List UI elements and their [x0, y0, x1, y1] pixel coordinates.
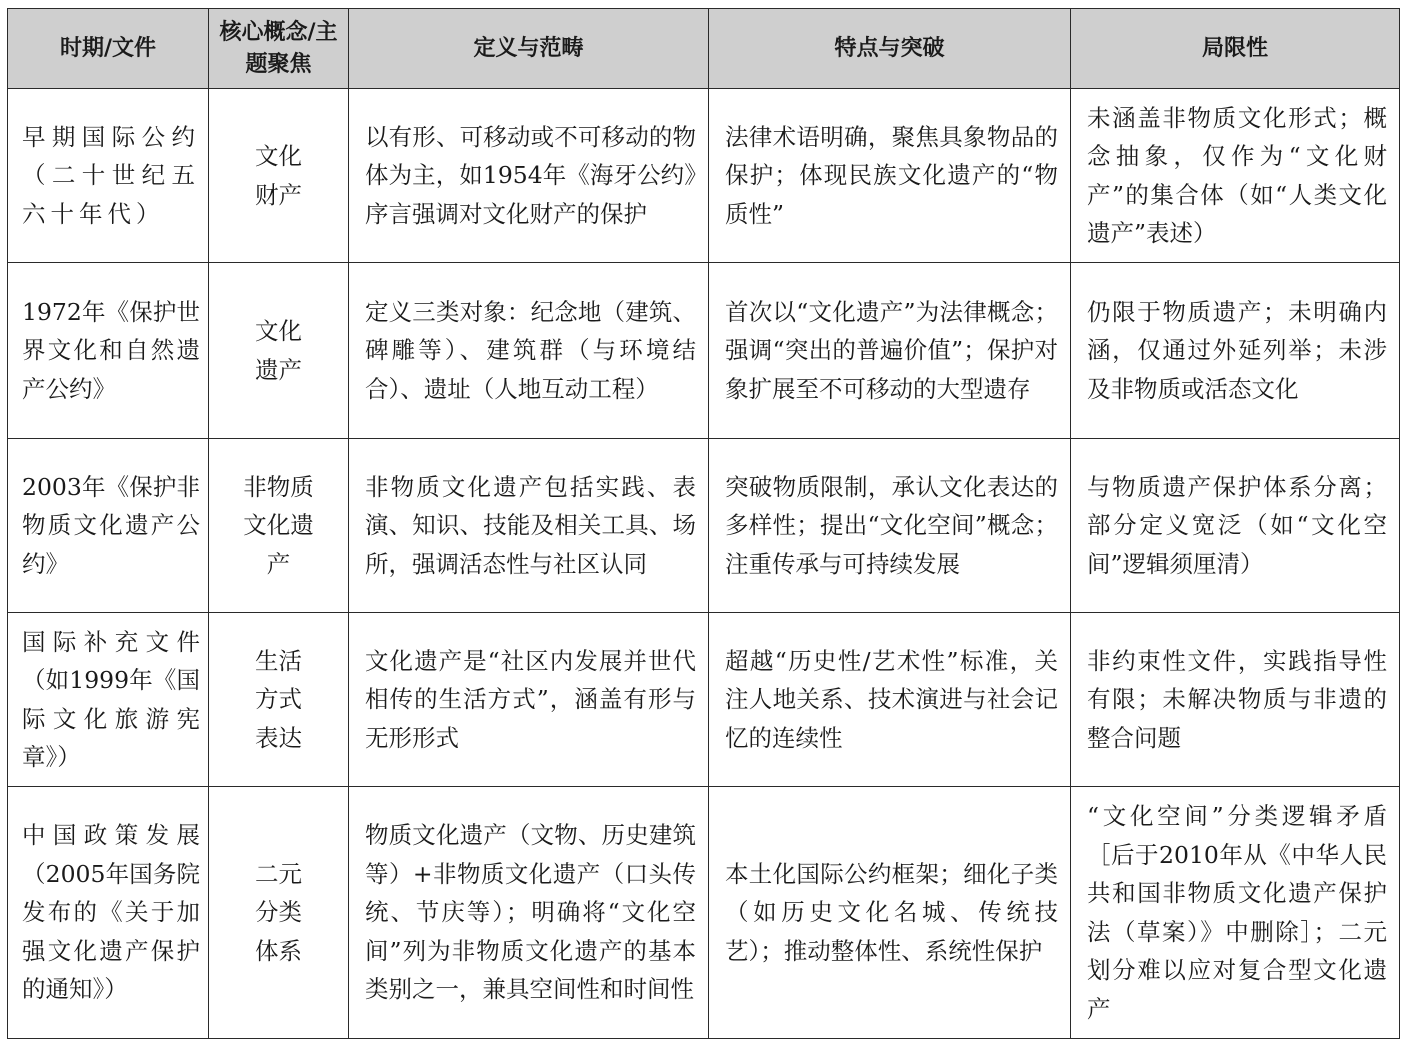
header-feature: 特点与突破 [709, 9, 1071, 89]
cell-definition: 非物质文化遗产包括实践、表演、知识、技能及相关工具、场所，强调活态性与社区认同 [349, 439, 709, 613]
heritage-concept-table [7, 8, 1400, 1039]
cell-feature: 超越“历史性/艺术性”标准，关注人地关系、技术演进与社会记忆的连续性 [709, 613, 1071, 787]
table-header-row [8, 9, 1400, 89]
cell-feature: 本土化国际公约框架；细化子类（如历史文化名城、传统技艺）；推动整体性、系统性保护 [709, 787, 1071, 1039]
cell-limitation: “文化空间”分类逻辑矛盾［后于2010年从《中华人民共和国非物质文化遗产保护法（草案）》中删除］；二元划分难以应对复合型文化遗产 [1071, 787, 1400, 1039]
cell-period: 国际补充文件（如1999年《国际文化旅游宪章》） [8, 613, 209, 787]
cell-period: 早期国际公约（二十世纪五六十年代） [8, 89, 209, 263]
cell-feature: 法律术语明确，聚焦具象物品的保护；体现民族文化遗产的“物质性” [709, 89, 1071, 263]
table-row [8, 439, 1400, 613]
table-row [8, 613, 1400, 787]
cell-period: 中国政策发展（2005年国务院发布的《关于加强文化遗产保护的通知》） [8, 787, 209, 1039]
header-period: 时期/文件 [8, 9, 209, 89]
comparison-table-container [7, 8, 1399, 1038]
table-row [8, 263, 1400, 439]
header-definition: 定义与范畴 [349, 9, 709, 89]
cell-concept: 生活方式表达 [209, 613, 349, 787]
table-row [8, 787, 1400, 1039]
cell-period: 1972年《保护世界文化和自然遗产公约》 [8, 263, 209, 439]
cell-concept: 二元分类体系 [209, 787, 349, 1039]
cell-definition: 定义三类对象：纪念地（建筑、碑雕等）、建筑群（与环境结合）、遗址（人地互动工程） [349, 263, 709, 439]
cell-concept: 非物质文化遗产 [209, 439, 349, 613]
cell-definition: 文化遗产是“社区内发展并世代相传的生活方式”，涵盖有形与无形形式 [349, 613, 709, 787]
cell-limitation: 与物质遗产保护体系分离；部分定义宽泛（如“文化空间”逻辑须厘清） [1071, 439, 1400, 613]
cell-definition: 以有形、可移动或不可移动的物体为主，如1954年《海牙公约》序言强调对文化财产的保护 [349, 89, 709, 263]
cell-feature: 首次以“文化遗产”为法律概念；强调“突出的普遍价值”；保护对象扩展至不可移动的大型遗存 [709, 263, 1071, 439]
cell-concept: 文化财产 [209, 89, 349, 263]
header-concept: 核心概念/主题聚焦 [209, 9, 349, 89]
header-limitation: 局限性 [1071, 9, 1400, 89]
cell-limitation: 未涵盖非物质文化形式；概念抽象，仅作为“文化财产”的集合体（如“人类文化遗产”表述） [1071, 89, 1400, 263]
cell-feature: 突破物质限制，承认文化表达的多样性；提出“文化空间”概念；注重传承与可持续发展 [709, 439, 1071, 613]
cell-limitation: 仍限于物质遗产；未明确内涵，仅通过外延列举；未涉及非物质或活态文化 [1071, 263, 1400, 439]
cell-limitation: 非约束性文件，实践指导性有限；未解决物质与非遗的整合问题 [1071, 613, 1400, 787]
table-row [8, 89, 1400, 263]
cell-concept: 文化遗产 [209, 263, 349, 439]
cell-definition: 物质文化遗产（文物、历史建筑等）+非物质文化遗产（口头传统、节庆等）；明确将“文化空间”列为非物质文化遗产的基本类别之一，兼具空间性和时间性 [349, 787, 709, 1039]
cell-period: 2003年《保护非物质文化遗产公约》 [8, 439, 209, 613]
